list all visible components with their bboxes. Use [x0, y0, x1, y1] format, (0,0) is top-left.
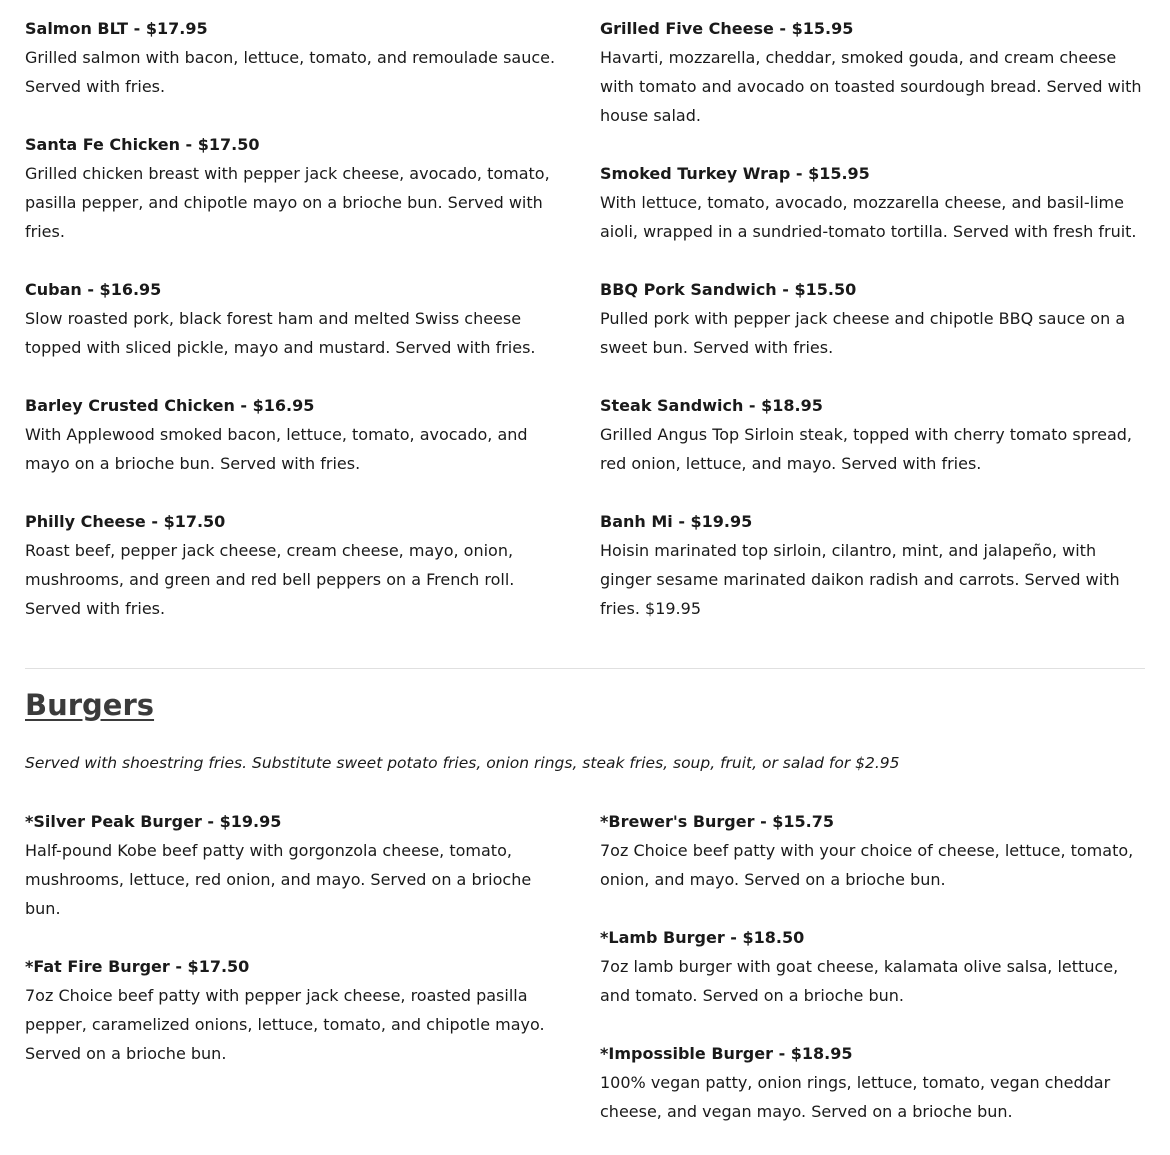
menu-item-description: Hoisin marinated top sirloin, cilantro, mint, and jalapeño, with ginger sesame marinated daikon radish and carrots. Served with fries. $19.95: [600, 541, 1120, 618]
menu-item-description: 100% vegan patty, onion rings, lettuce, tomato, vegan cheddar cheese, and vegan mayo. Served on a brioche bun.: [600, 1073, 1111, 1121]
menu-item: [600, 923, 1145, 1010]
menu-item-description: With Applewood smoked bacon, lettuce, tomato, avocado, and mayo on a brioche bun. Served with fries.: [25, 425, 528, 473]
menu-item-title: Philly Cheese - $17.50: [25, 512, 226, 531]
menu-item-description: Roast beef, pepper jack cheese, cream cheese, mayo, onion, mushrooms, and green and red bell peppers on a French roll. Served with fries.: [25, 541, 515, 618]
menu-item: [600, 391, 1145, 478]
menu-item-description: Grilled Angus Top Sirloin steak, topped with cherry tomato spread, red onion, lettuce, and mayo. Served with fries.: [600, 425, 1132, 473]
menu-item-title: Santa Fe Chicken - $17.50: [25, 135, 260, 154]
menu-item-description: Grilled chicken breast with pepper jack cheese, avocado, tomato, pasilla pepper, and chipotle mayo on a brioche bun. Served with fries.: [25, 164, 550, 241]
menu-item-title: BBQ Pork Sandwich - $15.50: [600, 280, 857, 299]
burgers-heading: Burgers: [25, 688, 155, 722]
menu-item: [25, 391, 570, 478]
menu-item-title: *Brewer's Burger - $15.75: [600, 812, 835, 831]
menu-item-description: Slow roasted pork, black forest ham and melted Swiss cheese topped with sliced pickle, mayo and mustard. Served with fries.: [25, 309, 536, 357]
menu-item: [600, 159, 1145, 246]
menu-item: [25, 807, 570, 923]
menu-item: [25, 14, 570, 101]
menu-item-title: Grilled Five Cheese - $15.95: [600, 19, 854, 38]
menu-item: [600, 14, 1145, 130]
menu-item: [25, 507, 570, 623]
menu-item: [25, 130, 570, 246]
section-divider: [25, 668, 1145, 669]
menu-page: [25, 14, 1145, 1155]
menu-item: [600, 1039, 1145, 1126]
menu-item: [600, 807, 1145, 894]
sandwiches-columns: [25, 14, 1145, 652]
menu-item: [600, 275, 1145, 362]
burgers-note: Served with shoestring fries. Substitute sweet potato fries, onion rings, steak fries, soup, fruit, or salad for $2.95: [25, 754, 900, 772]
menu-item-description: 7oz Choice beef patty with your choice of cheese, lettuce, tomato, onion, and mayo. Served on a brioche bun.: [600, 841, 1134, 889]
menu-item-description: 7oz lamb burger with goat cheese, kalamata olive salsa, lettuce, and tomato. Served on a brioche bun.: [600, 957, 1119, 1005]
menu-item-description: Havarti, mozzarella, cheddar, smoked gouda, and cream cheese with tomato and avocado on toasted sourdough bread. Served with house salad.: [600, 48, 1142, 125]
burgers-right-column: [600, 807, 1145, 1155]
menu-item-title: *Silver Peak Burger - $19.95: [25, 812, 282, 831]
menu-item-title: Cuban - $16.95: [25, 280, 162, 299]
menu-item: [25, 952, 570, 1068]
burgers-columns: [25, 807, 1145, 1155]
menu-item-title: Steak Sandwich - $18.95: [600, 396, 823, 415]
menu-item-title: Salmon BLT - $17.95: [25, 19, 208, 38]
menu-item-description: Pulled pork with pepper jack cheese and chipotle BBQ sauce on a sweet bun. Served with fries.: [600, 309, 1126, 357]
sandwiches-left-column: [25, 14, 570, 652]
sandwiches-right-column: [600, 14, 1145, 652]
menu-item-title: *Lamb Burger - $18.50: [600, 928, 805, 947]
menu-item: [25, 275, 570, 362]
menu-item-description: Grilled salmon with bacon, lettuce, tomato, and remoulade sauce. Served with fries.: [25, 48, 556, 96]
menu-item-title: Banh Mi - $19.95: [600, 512, 753, 531]
menu-item-title: Smoked Turkey Wrap - $15.95: [600, 164, 870, 183]
menu-item-title: Barley Crusted Chicken - $16.95: [25, 396, 315, 415]
menu-item-title: *Fat Fire Burger - $17.50: [25, 957, 250, 976]
menu-item: [600, 507, 1145, 623]
burgers-left-column: [25, 807, 570, 1155]
menu-item-description: 7oz Choice beef patty with pepper jack cheese, roasted pasilla pepper, caramelized onions, lettuce, tomato, and chipotle mayo. Served on a brioche bun.: [25, 986, 545, 1063]
menu-item-description: Half-pound Kobe beef patty with gorgonzola cheese, tomato, mushrooms, lettuce, red onion, and mayo. Served on a brioche bun.: [25, 841, 532, 918]
menu-item-description: With lettuce, tomato, avocado, mozzarella cheese, and basil-lime aioli, wrapped in a sundried-tomato tortilla. Served with fresh fruit.: [600, 193, 1137, 241]
menu-item-title: *Impossible Burger - $18.95: [600, 1044, 853, 1063]
